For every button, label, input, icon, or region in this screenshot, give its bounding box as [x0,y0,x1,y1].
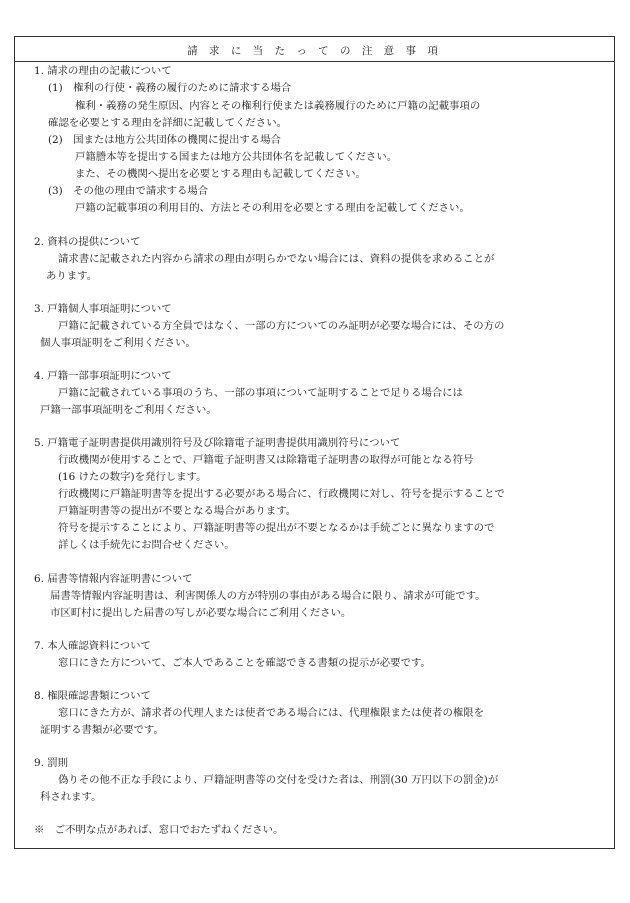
section-5-line-3: 行政機関に戸籍証明書等を提出する必要がある場合に、行政機関に対し、符号を提示することで [58,488,505,500]
section-7-line-1: 窓口にきた方について、ご本人であることを確認できる書類の提示が必要です。 [58,657,431,669]
section-1-line-4: (2) 国または地方公共団体の機関に提出する場合 [48,134,281,146]
section-9-line-2: 科されます。 [40,791,102,803]
section-2-heading: 2. 資料の提供について [34,236,141,248]
section-3-line-2: 個人事項証明をご利用ください。 [40,337,196,349]
notice-box [14,36,615,849]
section-8-line-2: 証明する書類が必要です。 [40,724,164,736]
section-2-line-1: 請求書に記載された内容から請求の理由が明らかでない場合には、資料の提供を求めることが [58,253,495,265]
section-4-line-2: 戸籍一部事項証明をご利用ください。 [40,404,217,416]
section-6-line-2: 市区町村に提出した届書の写しが必要な場合にご利用ください。 [50,607,352,619]
footer-note: ※ ご不明な点があれば、窓口でおたずねください。 [34,824,284,836]
section-6-heading: 6. 届書等情報内容証明書について [34,573,193,585]
section-5-line-4: 戸籍証明書等の提出が不要となる場合があります。 [58,505,297,517]
section-2-line-2: あります。 [46,270,98,282]
section-1-line-8: 戸籍の記載事項の利用目的、方法とその利用を必要とする理由を記載してください。 [75,202,470,214]
section-8-line-1: 窓口にきた方が、請求者の代理人または使者である場合には、代理権限または使者の権限を [58,707,485,719]
section-1-line-7: (3) その他の理由で請求する場合 [48,185,209,197]
section-3-line-1: 戸籍に記載されている方全員ではなく、一部の方についてのみ証明が必要な場合には、その方の [58,320,505,332]
notice-title: 請 求 に 当 た っ て の 注 意 事 項 [187,45,442,57]
section-1-line-6: また、その機関へ提出を必要とする理由も記載してください。 [75,168,366,180]
section-5-line-6: 詳しくは手続先にお問合せください。 [58,539,235,551]
section-1-line-3: 確認を必要とする理由を詳細に記載してください。 [48,117,287,129]
section-1-heading: 1. 請求の理由の記載について [34,65,172,77]
section-1-line-1: (1) 権利の行使・義務の履行のために請求する場合 [48,82,292,94]
section-4-line-1: 戸籍に記載されている事項のうち、一部の事項について証明することで足りる場合には [58,387,464,399]
section-9-heading: 9. 罰則 [34,757,68,769]
section-1-line-2: 権利・義務の発生原因、内容とその権利行使または義務履行のために戸籍の記載事項の [75,100,481,112]
section-8-heading: 8. 権限確認書類について [34,690,151,702]
section-5-heading: 5. 戸籍電子証明書提供用識別符号及び除籍電子証明書提供用識別符号について [34,437,401,449]
section-1-line-5: 戸籍謄本等を提出する国または地方公共団体名を記載してください。 [75,151,398,163]
section-7-heading: 7. 本人確認資料について [34,640,151,652]
section-5-line-2: (16 けたの数字)を発行します。 [58,471,207,483]
title-divider [15,61,614,62]
section-9-line-1: 偽りその他不正な手段により、戸籍証明書等の交付を受けた者は、刑罰(30 万円以下の罰金)が [58,774,499,786]
section-4-heading: 4. 戸籍一部事項証明について [34,370,172,382]
section-6-line-1: 届書等情報内容証明書は、利害関係人の方が特別の事由がある場合に限り、請求が可能です。 [50,590,486,602]
section-3-heading: 3. 戸籍個人事項証明について [34,303,172,315]
section-5-line-1: 行政機関が使用することで、戸籍電子証明書又は除籍電子証明書の取得が可能となる符号 [58,454,474,466]
section-5-line-5: 符号を提示することにより、戸籍証明書等の提出が不要となるかは手続ごとに異なりますので [58,522,495,534]
